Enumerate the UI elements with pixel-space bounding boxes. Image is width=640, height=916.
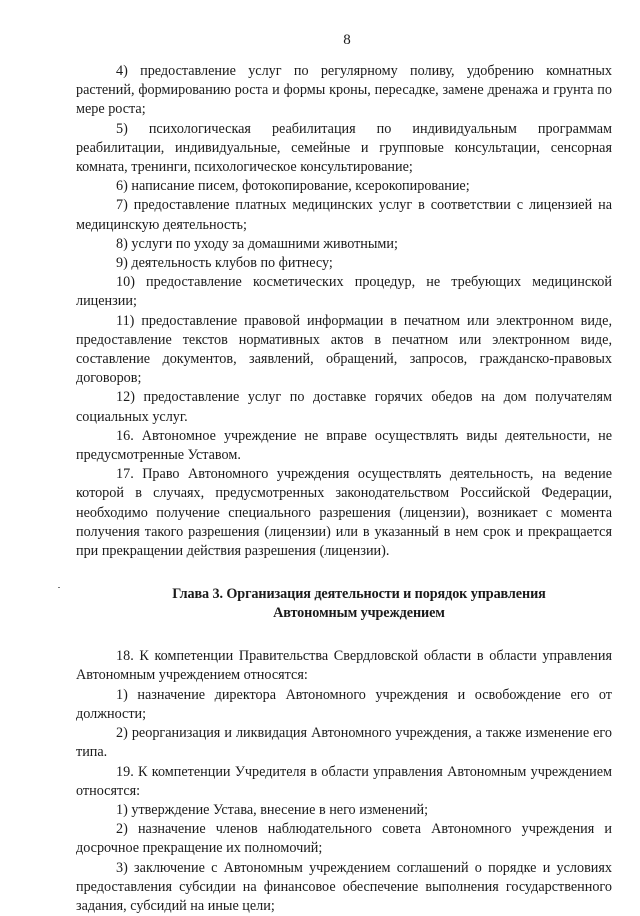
list-item: 6) написание писем, фотокопирование, ксерокопирование; (116, 178, 470, 195)
list-item: 8) услуги по уходу за домашними животными; (116, 235, 398, 252)
list-item: 2) назначение членов наблюдательного совета Автономного учреждения и досрочное прекращение их полномочий; (76, 821, 612, 857)
list-item: 1) утверждение Устава, внесение в него изменений; (116, 801, 429, 818)
paragraphs-before (76, 62, 612, 561)
list-item: 4) предоставление услуг по регулярному поливу, удобрению комнатных растений, формированию роста и формы кроны, пересадке, замене дренажа и грунта по мере роста; (76, 63, 612, 118)
list-item: 5) психологическая реабилитация по индивидуальным программам реабилитации, индивидуальные, семейные и групповые консультации, сенсорная комната, тренинги, психологическое консультирование; (76, 120, 612, 176)
list-item: 1) назначение директора Автономного учреждения и освобождение его от должности; (76, 686, 612, 722)
clause-19: 19. К компетенции Учредителя в области управления Автономным учреждением относятся: (76, 763, 612, 799)
list-item: 3) заключение с Автономным учреждением соглашений о порядке и условиях предоставления субсидии на финансовое обеспечение выполнения государственного задания, субсидий на иные цели; (76, 859, 612, 914)
page-number: 8 (343, 32, 351, 48)
clause-18: 18. К компетенции Правительства Свердловской области в области управления Автономным учреждением относятся: (76, 648, 612, 684)
list-item: 9) деятельность клубов по фитнесу; (116, 255, 333, 272)
paragraphs-after (76, 647, 612, 916)
margin-mark (58, 587, 60, 588)
chapter-heading-line-2: Автономным учреждением (273, 605, 445, 622)
list-item: 7) предоставление платных медицинских услуг в соответствии с лицензией на медицинскую деятельность; (76, 197, 612, 233)
list-item: 2) реорганизация и ликвидация Автономного учреждения, а также изменение его типа. (76, 725, 612, 761)
chapter-heading (76, 585, 612, 623)
list-item: 12) предоставление услуг по доставке горячих обедов на дом получателям социальных услуг. (76, 389, 612, 425)
chapter-heading-line-1: Глава 3. Организация деятельности и порядок управления (172, 586, 546, 603)
clause-16: 16. Автономное учреждение не вправе осуществлять виды деятельности, не предусмотренные Уставом. (76, 427, 612, 464)
clause-17: 17. Право Автономного учреждения осуществлять деятельность, на ведение которой в случаях, предусмотренных законодательством Российской Федерации, необходимо получение специального разрешения (лицензии), возникает с момента получения такого разрешения (лицензии) или в указанный в нем срок и прекращается при прекращении действия разрешения (лицензии). (76, 466, 612, 560)
list-item: 10) предоставление косметических процедур, не требующих медицинской лицензии; (76, 274, 612, 310)
document-page (76, 32, 612, 916)
list-item: 11) предоставление правовой информации в печатном или электронном виде, предоставление текстов нормативных актов в печатном или электронном виде, составление документов, заявлений, обращений, запросов, гражданско-правовых договоров; (76, 312, 612, 387)
